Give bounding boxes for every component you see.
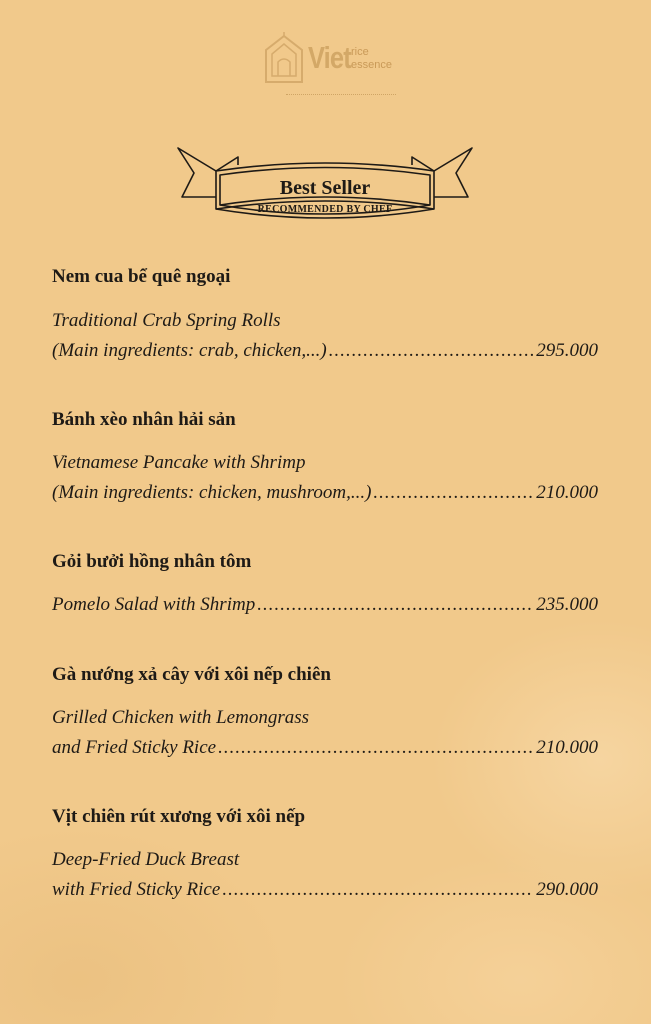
- best-seller-banner: [176, 143, 474, 229]
- logo-subtext-essence: essence: [351, 59, 392, 71]
- menu-item-ingredients: (Main ingredients: crab, chicken,...): [52, 340, 327, 361]
- menu-item-price-line: [52, 737, 598, 759]
- menu-item-name: Vịt chiên rút xương với xôi nếp: [52, 806, 306, 827]
- menu-item-price-line: [52, 482, 598, 504]
- menu-item-description: Deep-Fried Duck Breast: [52, 849, 240, 870]
- menu-item-price-line: [52, 879, 598, 901]
- house-logo-icon: [262, 30, 306, 86]
- menu-item-name: Bánh xèo nhân hải sản: [52, 409, 236, 430]
- brand-logo: [262, 30, 392, 100]
- banner-subtitle: RECOMMENDED BY CHEF: [257, 204, 393, 215]
- menu-item-price-line: [52, 340, 598, 362]
- banner-title: Best Seller: [279, 177, 371, 199]
- menu-item-price-line: [52, 594, 598, 616]
- menu-item-description-cont: with Fried Sticky Rice: [52, 879, 221, 900]
- menu-item-description: Traditional Crab Spring Rolls: [52, 310, 281, 331]
- menu-item-price: 210.000: [536, 482, 598, 503]
- dot-leader: [222, 879, 533, 901]
- menu-item-price: 295.000: [536, 340, 598, 361]
- logo-wordmark: Viet: [308, 40, 351, 75]
- menu-item-ingredients: (Main ingredients: chicken, mushroom,...): [52, 482, 372, 503]
- menu-item-name: Gỏi bưởi hồng nhân tôm: [52, 551, 252, 572]
- dot-leader: [218, 737, 533, 759]
- logo-divider: [286, 94, 396, 96]
- menu-item-description-cont: and Fried Sticky Rice: [52, 737, 217, 758]
- dot-leader: [373, 482, 533, 504]
- menu-item-description: Grilled Chicken with Lemongrass: [52, 707, 310, 728]
- menu-item-description: Pomelo Salad with Shrimp: [52, 594, 256, 615]
- dot-leader: [257, 594, 533, 616]
- menu-item-name: Gà nướng xả cây với xôi nếp chiên: [52, 664, 331, 685]
- menu-item-price: 235.000: [536, 594, 598, 615]
- menu-item-name: Nem cua bể quê ngoại: [52, 266, 231, 287]
- menu-item-price: 290.000: [536, 879, 598, 900]
- menu-item-description: Vietnamese Pancake with Shrimp: [52, 452, 306, 473]
- dot-leader: [329, 340, 534, 362]
- logo-subtext-rice: rice: [351, 46, 369, 58]
- menu-item-price: 210.000: [536, 737, 598, 758]
